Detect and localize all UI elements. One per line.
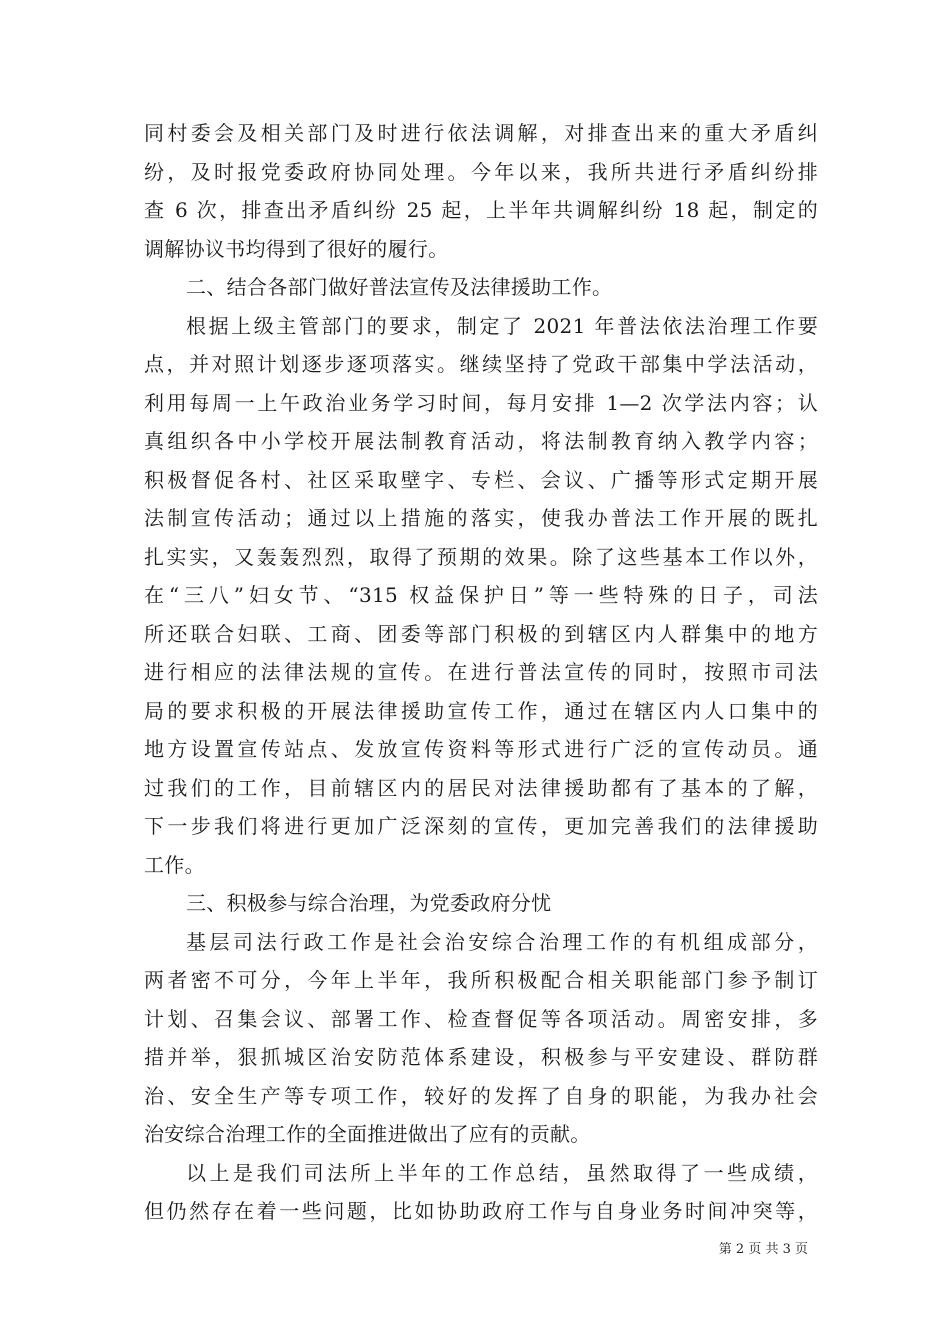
body-text-line: 根据上级主管部门的要求，制定了 2021 年普法依法治理工作要 xyxy=(186,313,818,338)
body-text-line: 在“三八”妇女节、“315 权益保护日”等一些特殊的日子，司法 xyxy=(144,583,818,607)
body-text-line: 真组织各中小学校开展法制教育活动，将法制教育纳入教学内容； xyxy=(144,429,818,453)
document-body xyxy=(144,114,818,1231)
body-text-line: 计划、召集会议、部署工作、检查督促等各项活动。周密安排，多 xyxy=(144,1006,818,1031)
body-text-line: 同村委会及相关部门及时进行依法调解，对排查出来的重大矛盾纠 xyxy=(144,121,818,145)
body-text-line: 法制宣传活动；通过以上措施的落实，使我办普法工作开展的既扎 xyxy=(144,506,818,530)
body-text-line: 措并举，狠抓城区治安防范体系建设，积极参与平安建设、群防群 xyxy=(144,1045,818,1069)
body-text-line: 基层司法行政工作是社会治安综合治理工作的有机组成部分， xyxy=(186,929,818,954)
section-heading: 三、积极参与综合治理，为党委政府分忧 xyxy=(186,891,552,915)
body-text-line: 治安综合治理工作的全面推进做出了应有的贡献。 xyxy=(144,1122,591,1146)
section-heading: 二、结合各部门做好普法宣传及法律援助工作。 xyxy=(186,275,613,299)
body-text-line: 地方设置宣传站点、发放宣传资料等形式进行广泛的宣传动员。通 xyxy=(144,737,818,761)
body-text-line: 局的要求积极的开展法律援助宣传工作，通过在辖区内人口集中的 xyxy=(144,698,818,723)
body-text-line: 但仍然存在着一些问题，比如协助政府工作与自身业务时间冲突等， xyxy=(144,1199,818,1223)
body-text-line: 下一步我们将进行更加广泛深刻的宣传，更加完善我们的法律援助 xyxy=(144,814,818,838)
body-text-line: 治、安全生产等专项工作，较好的发挥了自身的职能，为我办社会 xyxy=(144,1083,818,1108)
body-text-line: 所还联合妇联、工商、团委等部门积极的到辖区内人群集中的地方 xyxy=(144,621,818,646)
body-text-line: 积极督促各村、社区采取壁字、专栏、会议、广播等形式定期开展 xyxy=(144,467,818,492)
body-text-line: 调解协议书均得到了很好的履行。 xyxy=(144,236,449,261)
body-text-line: 纷，及时报党委政府协同处理。今年以来，我所共进行矛盾纠纷排 xyxy=(144,159,818,184)
body-text-line: 进行相应的法律法规的宣传。在进行普法宣传的同时，按照市司法 xyxy=(144,660,818,684)
body-text-line: 扎实实，又轰轰烈烈，取得了预期的效果。除了这些基本工作以外， xyxy=(144,544,818,569)
body-text-line: 点，并对照计划逐步逐项落实。继续坚持了党政干部集中学法活动， xyxy=(144,352,818,376)
body-text-line: 过我们的工作，目前辖区内的居民对法律援助都有了基本的了解， xyxy=(144,775,818,800)
body-text-line: 以上是我们司法所上半年的工作总结，虽然取得了一些成绩， xyxy=(186,1160,818,1185)
body-text-line: 利用每周一上午政治业务学习时间，每月安排 1—2 次学法内容；认 xyxy=(144,390,818,415)
page-number-footer: 第 2 页 共 3 页 xyxy=(718,1242,808,1257)
body-text-line: 两者密不可分，今年上半年，我所积极配合相关职能部门参予制订 xyxy=(144,968,818,992)
body-text-line: 工作。 xyxy=(144,852,205,877)
body-text-line: 查 6 次，排查出矛盾纠纷 25 起，上半年共调解纠纷 18 起，制定的 xyxy=(144,198,818,222)
